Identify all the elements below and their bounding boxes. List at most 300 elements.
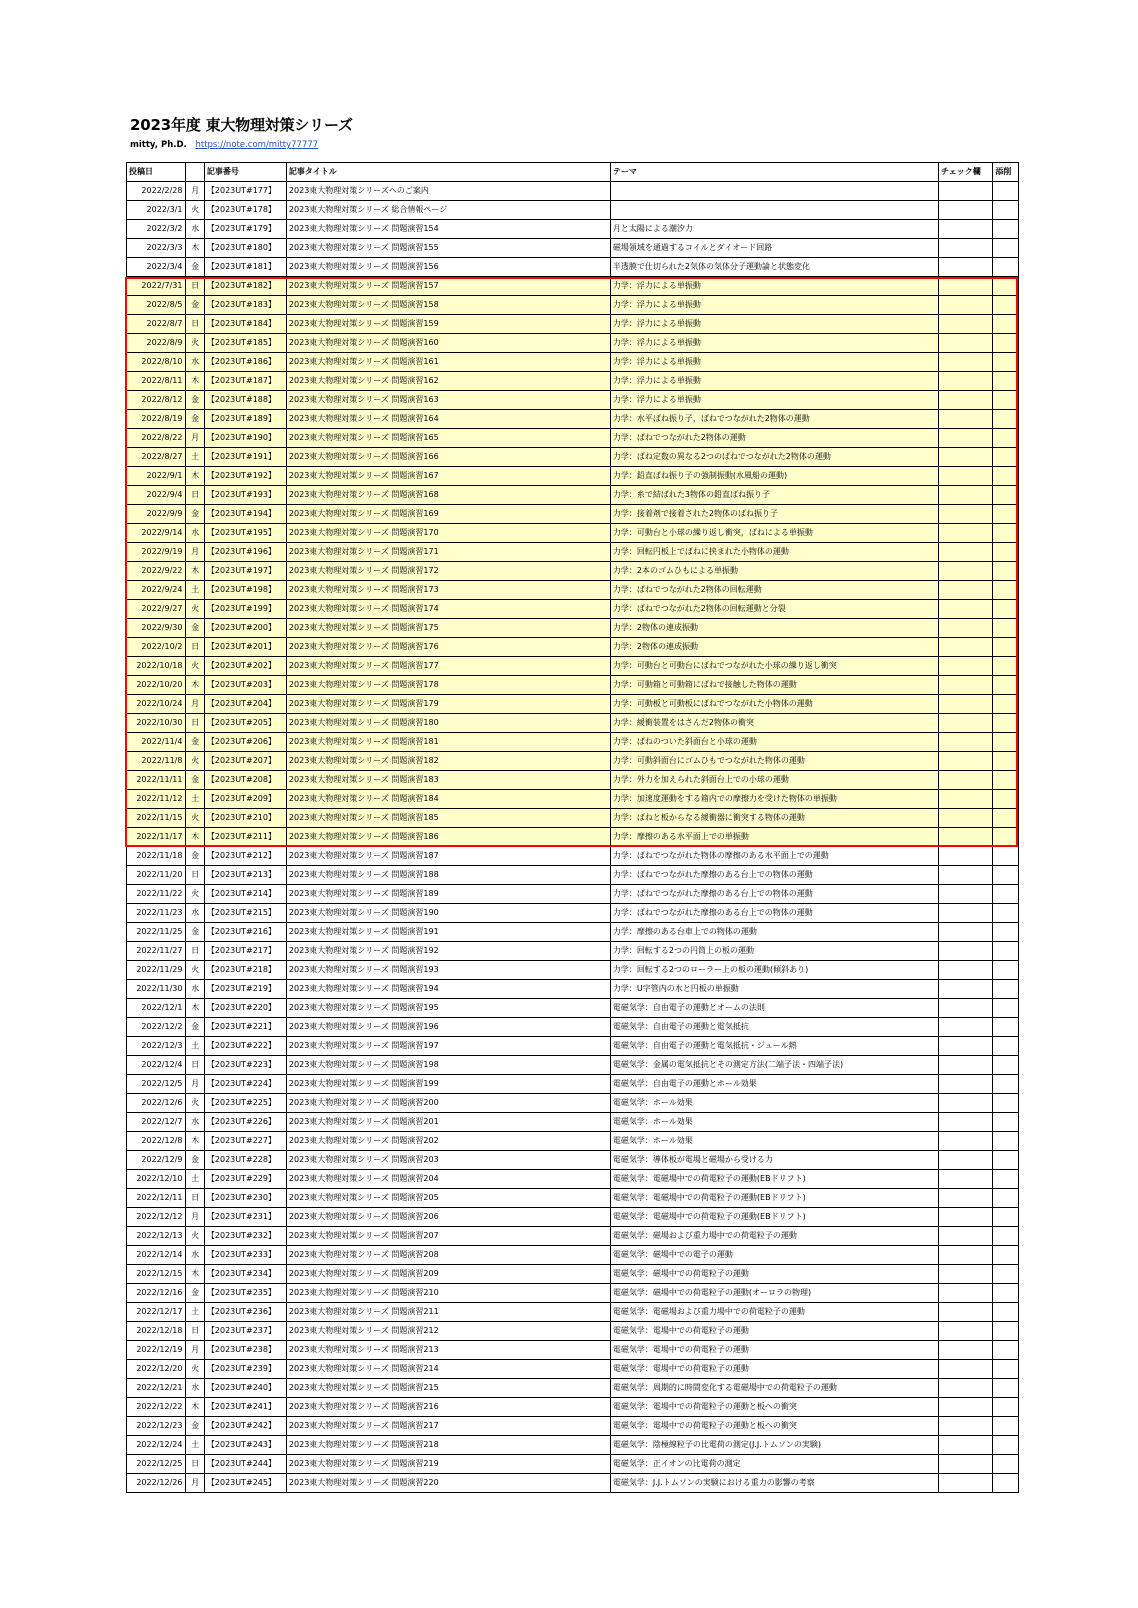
weekday-cell: 日	[186, 942, 204, 961]
check-cell[interactable]	[938, 391, 992, 410]
article-number-cell: 【2023UT#189】	[204, 410, 286, 429]
table-row	[127, 1265, 1019, 1284]
article-number-cell: 【2023UT#242】	[204, 1417, 286, 1436]
check-cell[interactable]	[938, 790, 992, 809]
date-cell: 2022/12/20	[127, 1360, 186, 1379]
correction-cell[interactable]	[993, 847, 1019, 866]
correction-cell[interactable]	[993, 676, 1019, 695]
table-row	[127, 1284, 1019, 1303]
check-cell[interactable]	[938, 771, 992, 790]
correction-cell[interactable]	[993, 942, 1019, 961]
check-cell[interactable]	[938, 372, 992, 391]
correction-cell[interactable]	[993, 391, 1019, 410]
check-cell[interactable]	[938, 733, 992, 752]
check-cell[interactable]	[938, 828, 992, 847]
check-cell[interactable]	[938, 353, 992, 372]
correction-cell[interactable]	[993, 505, 1019, 524]
article-title-cell: 2023東大物理対策シリーズ 問題演習158	[286, 296, 610, 315]
check-cell[interactable]	[938, 562, 992, 581]
article-title-cell: 2023東大物理対策シリーズへのご案内	[286, 182, 610, 201]
check-cell[interactable]	[938, 923, 992, 942]
date-cell: 2022/9/19	[127, 543, 186, 562]
check-cell[interactable]	[938, 1455, 992, 1474]
header-article-number: 記事番号	[204, 163, 286, 182]
article-number-cell: 【2023UT#227】	[204, 1132, 286, 1151]
check-cell[interactable]	[938, 467, 992, 486]
check-cell[interactable]	[938, 1151, 992, 1170]
theme-cell: 力学：ばねでつながれた摩擦のある台上での物体の運動	[610, 885, 938, 904]
date-cell: 2022/9/24	[127, 581, 186, 600]
page-title: 2023年度 東大物理対策シリーズ	[130, 116, 353, 134]
check-cell[interactable]	[938, 942, 992, 961]
check-cell[interactable]	[938, 201, 992, 220]
theme-cell: 力学：浮力による単振動	[610, 277, 938, 296]
theme-cell: 力学：ばねのついた斜面台と小球の運動	[610, 733, 938, 752]
correction-cell[interactable]	[993, 809, 1019, 828]
check-cell[interactable]	[938, 1208, 992, 1227]
check-cell[interactable]	[938, 847, 992, 866]
date-cell: 2022/10/18	[127, 657, 186, 676]
table-row	[127, 638, 1019, 657]
article-number-cell: 【2023UT#221】	[204, 1018, 286, 1037]
check-cell[interactable]	[938, 1227, 992, 1246]
correction-cell[interactable]	[993, 410, 1019, 429]
date-cell: 2022/9/14	[127, 524, 186, 543]
date-cell: 2022/12/21	[127, 1379, 186, 1398]
check-cell[interactable]	[938, 581, 992, 600]
check-cell[interactable]	[938, 695, 992, 714]
date-cell: 2022/12/19	[127, 1341, 186, 1360]
table-row	[127, 961, 1019, 980]
weekday-cell: 日	[186, 1322, 204, 1341]
article-number-cell: 【2023UT#177】	[204, 182, 286, 201]
check-cell[interactable]	[938, 1284, 992, 1303]
check-cell[interactable]	[938, 657, 992, 676]
date-cell: 2022/2/28	[127, 182, 186, 201]
theme-cell: 力学：回転円板上でばねに挟まれた小物体の運動	[610, 543, 938, 562]
theme-cell: 力学：ばねでつながれた摩擦のある台上での物体の運動	[610, 904, 938, 923]
correction-cell[interactable]	[993, 961, 1019, 980]
weekday-cell: 金	[186, 1417, 204, 1436]
weekday-cell: 木	[186, 999, 204, 1018]
correction-cell[interactable]	[993, 277, 1019, 296]
theme-cell: 電磁気学：電場中での荷電粒子の運動	[610, 1341, 938, 1360]
check-cell[interactable]	[938, 1379, 992, 1398]
correction-cell[interactable]	[993, 486, 1019, 505]
article-title-cell: 2023東大物理対策シリーズ 問題演習211	[286, 1303, 610, 1322]
correction-cell[interactable]	[993, 562, 1019, 581]
correction-cell[interactable]	[993, 201, 1019, 220]
correction-cell[interactable]	[993, 239, 1019, 258]
date-cell: 2022/11/8	[127, 752, 186, 771]
table-row	[127, 562, 1019, 581]
correction-cell[interactable]	[993, 600, 1019, 619]
weekday-cell: 木	[186, 828, 204, 847]
article-title-cell: 2023東大物理対策シリーズ 問題演習184	[286, 790, 610, 809]
article-title-cell: 2023東大物理対策シリーズ 問題演習205	[286, 1189, 610, 1208]
correction-cell[interactable]	[993, 752, 1019, 771]
weekday-cell: 日	[186, 638, 204, 657]
weekday-cell: 火	[186, 600, 204, 619]
check-cell[interactable]	[938, 1265, 992, 1284]
article-title-cell: 2023東大物理対策シリーズ 総合情報ページ	[286, 201, 610, 220]
table-row	[127, 1037, 1019, 1056]
theme-cell: 力学：加速度運動をする箱内での摩擦力を受けた物体の単振動	[610, 790, 938, 809]
correction-cell[interactable]	[993, 1151, 1019, 1170]
correction-cell[interactable]	[993, 315, 1019, 334]
table-row	[127, 429, 1019, 448]
weekday-cell: 木	[186, 372, 204, 391]
weekday-cell: 木	[186, 239, 204, 258]
article-number-cell: 【2023UT#204】	[204, 695, 286, 714]
table-row	[127, 467, 1019, 486]
theme-cell: 力学：緩衝装置をはさんだ2物体の衝突	[610, 714, 938, 733]
theme-cell: 半透膜で仕切られた2気体の気体分子運動論と状態変化	[610, 258, 938, 277]
correction-cell[interactable]	[993, 885, 1019, 904]
correction-cell[interactable]	[993, 1189, 1019, 1208]
date-cell: 2022/12/15	[127, 1265, 186, 1284]
correction-cell[interactable]	[993, 1322, 1019, 1341]
correction-cell[interactable]	[993, 980, 1019, 999]
correction-cell[interactable]	[993, 1379, 1019, 1398]
check-cell[interactable]	[938, 524, 992, 543]
check-cell[interactable]	[938, 543, 992, 562]
weekday-cell: 日	[186, 1056, 204, 1075]
table-row	[127, 1227, 1019, 1246]
check-cell[interactable]	[938, 1094, 992, 1113]
table-row	[127, 258, 1019, 277]
article-title-cell: 2023東大物理対策シリーズ 問題演習201	[286, 1113, 610, 1132]
article-number-cell: 【2023UT#197】	[204, 562, 286, 581]
correction-cell[interactable]	[993, 1018, 1019, 1037]
weekday-cell: 月	[186, 1474, 204, 1493]
article-number-cell: 【2023UT#195】	[204, 524, 286, 543]
article-number-cell: 【2023UT#245】	[204, 1474, 286, 1493]
correction-cell[interactable]	[993, 1360, 1019, 1379]
article-title-cell: 2023東大物理対策シリーズ 問題演習183	[286, 771, 610, 790]
article-title-cell: 2023東大物理対策シリーズ 問題演習218	[286, 1436, 610, 1455]
article-number-cell: 【2023UT#231】	[204, 1208, 286, 1227]
date-cell: 2022/12/17	[127, 1303, 186, 1322]
weekday-cell: 月	[186, 182, 204, 201]
article-title-cell: 2023東大物理対策シリーズ 問題演習220	[286, 1474, 610, 1493]
table-row	[127, 277, 1019, 296]
check-cell[interactable]	[938, 714, 992, 733]
article-number-cell: 【2023UT#243】	[204, 1436, 286, 1455]
correction-cell[interactable]	[993, 657, 1019, 676]
article-title-cell: 2023東大物理対策シリーズ 問題演習172	[286, 562, 610, 581]
date-cell: 2022/10/20	[127, 676, 186, 695]
date-cell: 2022/8/5	[127, 296, 186, 315]
article-number-cell: 【2023UT#228】	[204, 1151, 286, 1170]
table-row	[127, 1360, 1019, 1379]
check-cell[interactable]	[938, 619, 992, 638]
table-row	[127, 1246, 1019, 1265]
author-link[interactable]: https://note.com/mitty77777	[195, 140, 319, 150]
article-number-cell: 【2023UT#206】	[204, 733, 286, 752]
correction-cell[interactable]	[993, 695, 1019, 714]
article-title-cell: 2023東大物理対策シリーズ 問題演習170	[286, 524, 610, 543]
check-cell[interactable]	[938, 1075, 992, 1094]
table-row	[127, 1379, 1019, 1398]
article-title-cell: 2023東大物理対策シリーズ 問題演習176	[286, 638, 610, 657]
date-cell: 2022/11/17	[127, 828, 186, 847]
check-cell[interactable]	[938, 1018, 992, 1037]
correction-cell[interactable]	[993, 733, 1019, 752]
check-cell[interactable]	[938, 1189, 992, 1208]
correction-cell[interactable]	[993, 543, 1019, 562]
check-cell[interactable]	[938, 961, 992, 980]
date-cell: 2022/12/13	[127, 1227, 186, 1246]
theme-cell: 力学：鉛直ばね振り子の強制振動(水風船の運動)	[610, 467, 938, 486]
correction-cell[interactable]	[993, 353, 1019, 372]
correction-cell[interactable]	[993, 1474, 1019, 1493]
weekday-cell: 火	[186, 334, 204, 353]
check-cell[interactable]	[938, 1056, 992, 1075]
theme-cell: 力学：ばねでつながれた2物体の運動	[610, 429, 938, 448]
correction-cell[interactable]	[993, 1284, 1019, 1303]
article-title-cell: 2023東大物理対策シリーズ 問題演習174	[286, 600, 610, 619]
theme-cell	[610, 201, 938, 220]
article-title-cell: 2023東大物理対策シリーズ 問題演習215	[286, 1379, 610, 1398]
correction-cell[interactable]	[993, 429, 1019, 448]
correction-cell[interactable]	[993, 1227, 1019, 1246]
correction-cell[interactable]	[993, 1132, 1019, 1151]
check-cell[interactable]	[938, 1417, 992, 1436]
check-cell[interactable]	[938, 866, 992, 885]
check-cell[interactable]	[938, 239, 992, 258]
check-cell[interactable]	[938, 809, 992, 828]
date-cell: 2022/11/15	[127, 809, 186, 828]
correction-cell[interactable]	[993, 258, 1019, 277]
correction-cell[interactable]	[993, 828, 1019, 847]
check-cell[interactable]	[938, 885, 992, 904]
article-number-cell: 【2023UT#239】	[204, 1360, 286, 1379]
check-cell[interactable]	[938, 410, 992, 429]
check-cell[interactable]	[938, 752, 992, 771]
table-row	[127, 581, 1019, 600]
header-weekday	[186, 163, 204, 182]
check-cell[interactable]	[938, 1436, 992, 1455]
check-cell[interactable]	[938, 1246, 992, 1265]
article-title-cell: 2023東大物理対策シリーズ 問題演習189	[286, 885, 610, 904]
correction-cell[interactable]	[993, 1303, 1019, 1322]
check-cell[interactable]	[938, 486, 992, 505]
correction-cell[interactable]	[993, 1436, 1019, 1455]
check-cell[interactable]	[938, 505, 992, 524]
theme-cell: 電磁気学：正イオンの比電荷の測定	[610, 1455, 938, 1474]
check-cell[interactable]	[938, 448, 992, 467]
check-cell[interactable]	[938, 334, 992, 353]
weekday-cell: 月	[186, 429, 204, 448]
article-number-cell: 【2023UT#214】	[204, 885, 286, 904]
correction-cell[interactable]	[993, 1265, 1019, 1284]
weekday-cell: 火	[186, 885, 204, 904]
article-title-cell: 2023東大物理対策シリーズ 問題演習206	[286, 1208, 610, 1227]
weekday-cell: 日	[186, 486, 204, 505]
weekday-cell: 火	[186, 1094, 204, 1113]
correction-cell[interactable]	[993, 790, 1019, 809]
theme-cell: 電磁気学：周期的に時間変化する電磁場中での荷電粒子の運動	[610, 1379, 938, 1398]
correction-cell[interactable]	[993, 1037, 1019, 1056]
article-number-cell: 【2023UT#205】	[204, 714, 286, 733]
check-cell[interactable]	[938, 1113, 992, 1132]
correction-cell[interactable]	[993, 581, 1019, 600]
header-correction: 添削	[993, 163, 1019, 182]
weekday-cell: 金	[186, 391, 204, 410]
table-row	[127, 657, 1019, 676]
article-number-cell: 【2023UT#210】	[204, 809, 286, 828]
check-cell[interactable]	[938, 980, 992, 999]
check-cell[interactable]	[938, 600, 992, 619]
correction-cell[interactable]	[993, 448, 1019, 467]
date-cell: 2022/11/12	[127, 790, 186, 809]
check-cell[interactable]	[938, 182, 992, 201]
theme-cell: 電磁気学：J.J.トムソンの実験における重力の影響の考察	[610, 1474, 938, 1493]
correction-cell[interactable]	[993, 999, 1019, 1018]
check-cell[interactable]	[938, 904, 992, 923]
article-title-cell: 2023東大物理対策シリーズ 問題演習207	[286, 1227, 610, 1246]
date-cell: 2022/8/7	[127, 315, 186, 334]
date-cell: 2022/8/11	[127, 372, 186, 391]
check-cell[interactable]	[938, 1132, 992, 1151]
correction-cell[interactable]	[993, 904, 1019, 923]
correction-cell[interactable]	[993, 1455, 1019, 1474]
theme-cell: 力学：水平ばね振り子，ばねでつながれた2物体の運動	[610, 410, 938, 429]
table-row	[127, 866, 1019, 885]
table-row	[127, 904, 1019, 923]
correction-cell[interactable]	[993, 866, 1019, 885]
article-number-cell: 【2023UT#208】	[204, 771, 286, 790]
check-cell[interactable]	[938, 638, 992, 657]
date-cell: 2022/8/27	[127, 448, 186, 467]
weekday-cell: 土	[186, 790, 204, 809]
check-cell[interactable]	[938, 1322, 992, 1341]
correction-cell[interactable]	[993, 1417, 1019, 1436]
correction-cell[interactable]	[993, 619, 1019, 638]
theme-cell: 力学：回転する2つのローラー上の板の運動(傾斜あり)	[610, 961, 938, 980]
date-cell: 2022/3/4	[127, 258, 186, 277]
date-cell: 2022/11/22	[127, 885, 186, 904]
correction-cell[interactable]	[993, 372, 1019, 391]
check-cell[interactable]	[938, 1303, 992, 1322]
theme-cell: 力学：2物体の連成振動	[610, 619, 938, 638]
date-cell: 2022/7/31	[127, 277, 186, 296]
table-row	[127, 543, 1019, 562]
correction-cell[interactable]	[993, 714, 1019, 733]
table-row	[127, 676, 1019, 695]
correction-cell[interactable]	[993, 1246, 1019, 1265]
article-title-cell: 2023東大物理対策シリーズ 問題演習193	[286, 961, 610, 980]
table-row	[127, 1436, 1019, 1455]
article-number-cell: 【2023UT#183】	[204, 296, 286, 315]
table-row	[127, 714, 1019, 733]
check-cell[interactable]	[938, 1037, 992, 1056]
check-cell[interactable]	[938, 1341, 992, 1360]
table-row	[127, 923, 1019, 942]
table-row	[127, 847, 1019, 866]
article-number-cell: 【2023UT#244】	[204, 1455, 286, 1474]
correction-cell[interactable]	[993, 334, 1019, 353]
table-row	[127, 524, 1019, 543]
article-title-cell: 2023東大物理対策シリーズ 問題演習175	[286, 619, 610, 638]
article-title-cell: 2023東大物理対策シリーズ 問題演習214	[286, 1360, 610, 1379]
correction-cell[interactable]	[993, 1398, 1019, 1417]
check-cell[interactable]	[938, 1170, 992, 1189]
date-cell: 2022/11/25	[127, 923, 186, 942]
check-cell[interactable]	[938, 277, 992, 296]
date-cell: 2022/12/8	[127, 1132, 186, 1151]
correction-cell[interactable]	[993, 638, 1019, 657]
check-cell[interactable]	[938, 1398, 992, 1417]
table-row	[127, 1303, 1019, 1322]
article-number-cell: 【2023UT#223】	[204, 1056, 286, 1075]
article-title-cell: 2023東大物理対策シリーズ 問題演習195	[286, 999, 610, 1018]
date-cell: 2022/12/14	[127, 1246, 186, 1265]
weekday-cell: 土	[186, 581, 204, 600]
correction-cell[interactable]	[993, 296, 1019, 315]
check-cell[interactable]	[938, 220, 992, 239]
article-title-cell: 2023東大物理対策シリーズ 問題演習157	[286, 277, 610, 296]
check-cell[interactable]	[938, 1360, 992, 1379]
theme-cell: 力学：可動板と可動板にばねでつながれた小物体の運動	[610, 695, 938, 714]
table-row	[127, 1170, 1019, 1189]
theme-cell: 電磁気学：電磁場中での荷電粒子の運動(EBドリフト)	[610, 1208, 938, 1227]
correction-cell[interactable]	[993, 1113, 1019, 1132]
correction-cell[interactable]	[993, 1208, 1019, 1227]
check-cell[interactable]	[938, 999, 992, 1018]
date-cell: 2022/12/24	[127, 1436, 186, 1455]
correction-cell[interactable]	[993, 220, 1019, 239]
weekday-cell: 金	[186, 733, 204, 752]
correction-cell[interactable]	[993, 923, 1019, 942]
check-cell[interactable]	[938, 296, 992, 315]
check-cell[interactable]	[938, 676, 992, 695]
correction-cell[interactable]	[993, 182, 1019, 201]
theme-cell: 電磁気学：電場中での荷電粒子の運動	[610, 1322, 938, 1341]
check-cell[interactable]	[938, 315, 992, 334]
date-cell: 2022/9/30	[127, 619, 186, 638]
correction-cell[interactable]	[993, 1170, 1019, 1189]
date-cell: 2022/12/26	[127, 1474, 186, 1493]
article-title-cell: 2023東大物理対策シリーズ 問題演習155	[286, 239, 610, 258]
table-row	[127, 353, 1019, 372]
correction-cell[interactable]	[993, 1056, 1019, 1075]
correction-cell[interactable]	[993, 1341, 1019, 1360]
table-row	[127, 1208, 1019, 1227]
weekday-cell: 木	[186, 1398, 204, 1417]
weekday-cell: 月	[186, 1075, 204, 1094]
date-cell: 2022/12/4	[127, 1056, 186, 1075]
article-title-cell: 2023東大物理対策シリーズ 問題演習199	[286, 1075, 610, 1094]
check-cell[interactable]	[938, 1474, 992, 1493]
check-cell[interactable]	[938, 429, 992, 448]
correction-cell[interactable]	[993, 467, 1019, 486]
check-cell[interactable]	[938, 258, 992, 277]
article-number-cell: 【2023UT#180】	[204, 239, 286, 258]
date-cell: 2022/12/11	[127, 1189, 186, 1208]
theme-cell: 力学：可動箱と可動箱にばねで接触した物体の運動	[610, 676, 938, 695]
correction-cell[interactable]	[993, 524, 1019, 543]
article-table	[126, 162, 1019, 1493]
article-number-cell: 【2023UT#211】	[204, 828, 286, 847]
table-row	[127, 885, 1019, 904]
article-number-cell: 【2023UT#229】	[204, 1170, 286, 1189]
correction-cell[interactable]	[993, 1075, 1019, 1094]
date-cell: 2022/11/27	[127, 942, 186, 961]
correction-cell[interactable]	[993, 1094, 1019, 1113]
correction-cell[interactable]	[993, 771, 1019, 790]
